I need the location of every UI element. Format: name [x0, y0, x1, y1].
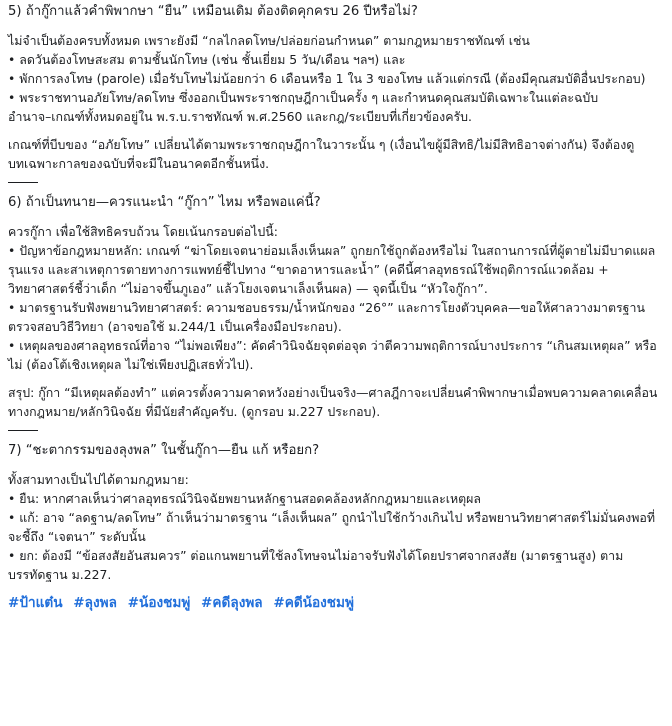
- question-7-intro: ทั้งสามทางเป็นไปได้ตามกฎหมาย:: [8, 472, 189, 487]
- list-item: • มาตรฐานรับฟังพยานวิทยาศาสตร์: ความชอบธรรม/น้ำหนักของ “26°” และการโยงตัวบุคคล—ขอให้ศาลวางมาตรฐานตรวจสอบวิธีวิทยา (อาจขอใช้ ม.244/1 เป็นเครื่องมือประกอบ).: [8, 300, 645, 334]
- list-item: • เหตุผลของศาลอุทธรณ์ที่อาจ “ไม่พอเพียง”: คัดคำวินิจฉัยจุดต่อจุด ว่าตีความพฤติการณ์บางประการ “เกินสมเหตุผล” หรือไม่ (ต้องโต้เชิงเหตุผล ไม่ใช่เพียงปฏิเสธทั่วไป).: [8, 338, 657, 372]
- question-5-intro: ไม่จำเป็นต้องครบทั้งหมด เพราะยังมี “กลไกลดโทษ/ปล่อยก่อนกำหนด” ตามกฎหมายราชทัณฑ์ เช่น: [8, 33, 530, 48]
- hashtag-row: [8, 594, 664, 613]
- hashtag-link[interactable]: #ลุงพล: [73, 595, 117, 611]
- question-5-note-pardon: เกณฑ์ที่บีบของ “อภัยโทษ” เปลี่ยนได้ตามพระราชกฤษฎีกาในวาระนั้น ๆ (เงื่อนไขผู้มีสิทธิ/ไม่มีสิทธิอาจต่างกัน) จึงต้องดูบทเฉพาะกาลของฉบับที่จะมีในอนาคตอีกชั้นหนึ่ง.: [8, 137, 635, 171]
- hashtag-link[interactable]: #คดีน้องชมพู่: [273, 595, 354, 611]
- section-divider: [8, 182, 38, 183]
- question-6-intro: ควรกู๊กา เพื่อใช้สิทธิครบถ้วน โดยเน้นกรอบต่อไปนี้:: [8, 224, 278, 239]
- section-divider: [8, 430, 38, 431]
- question-7-heading: 7) “ชะตากรรมของลุงพล” ในชั้นกู๊กา—ยืน แก้ หรือยก?: [8, 443, 320, 458]
- list-item: • แก้: อาจ “ลดฐาน/ลดโทษ” ถ้าเห็นว่ามาตรฐาน “เล็งเห็นผล” ถูกนำไปใช้กว้างเกินไป หรือพยานวิทยาศาสตร์ไม่มั่นคงพอที่จะชี้ถึง “เจตนา” ระดับนั้น: [8, 510, 655, 544]
- question-5-heading: 5) ถ้ากู๊กาแล้วคำพิพากษา “ยืน” เหมือนเดิม ต้องติดคุกครบ 26 ปีหรือไม่?: [8, 4, 418, 19]
- question-5-note-law: อำนาจ–เกณฑ์ทั้งหมดอยู่ใน พ.ร.บ.ราชทัณฑ์ พ.ศ.2560 และกฎ/ระเบียบที่เกี่ยวข้องครับ.: [8, 109, 472, 124]
- question-6-summary: สรุป: กู๊กา “มีเหตุผลต้องทำ” แต่ควรตั้งความคาดหวังอย่างเป็นจริง—ศาลฎีกาจะเปลี่ยนคำพิพากษาเมื่อพบความคลาดเคลื่อนทางกฎหมาย/หลักวินิจฉัย ที่มีนัยสำคัญครับ. (ดูกรอบ ม.227 ประกอบ).: [8, 385, 658, 419]
- list-item: • ปัญหาข้อกฎหมายหลัก: เกณฑ์ “ฆ่าโดยเจตนาย่อมเล็งเห็นผล” ถูกยกใช้ถูกต้องหรือไม่ ในสถานการณ์ที่ผู้ตายไม่มีบาดแผลรุนแรง และสาเหตุการตายทางการแพทย์ชี้ไปทาง “ขาดอาหารและน้ำ” (คดีนี้ศาลอุทธรณ์ใช้พฤติการณ์แวดล้อม + วิทยาศาสตร์ชี้ว่าเด็ก “ไม่อาจขึ้นภูเอง” แล้วโยงเจตนาเล็งเห็นผล) — จุดนี้เป็น “หัวใจกู๊กา”.: [8, 243, 656, 296]
- list-item: • พระราชทานอภัยโทษ/ลดโทษ ซึ่งออกเป็นพระราชกฤษฎีกาเป็นครั้ง ๆ และกำหนดคุณสมบัติเฉพาะในแต่ละฉบับ: [8, 90, 599, 105]
- list-item: • ยืน: หากศาลเห็นว่าศาลอุทธรณ์วินิจฉัยพยานหลักฐานสอดคล้องหลักกฎหมายและเหตุผล: [8, 491, 482, 506]
- list-item: • ยก: ต้องมี “ข้อสงสัยอันสมควร” ต่อแกนพยานที่ใช้ลงโทษจนไม่อาจรับฟังได้โดยปราศจากสงสัย (มาตรฐานสูง) ตามบรรทัดฐาน ม.227.: [8, 548, 624, 582]
- hashtag-link[interactable]: #คดีลุงพล: [201, 595, 263, 611]
- hashtag-link[interactable]: #น้องชมพู่: [127, 595, 191, 611]
- question-6-heading: 6) ถ้าเป็นทนาย—ควรแนะนำ “กู๊กา” ไหม หรือพอแค่นี้?: [8, 195, 321, 210]
- hashtag-link[interactable]: #ป้าแต๋น: [8, 595, 63, 611]
- list-item: • พักการลงโทษ (parole) เมื่อรับโทษไม่น้อยกว่า 6 เดือนหรือ 1 ใน 3 ของโทษ แล้วแต่กรณี (ต้องมีคุณสมบัติอื่นประกอบ): [8, 71, 646, 86]
- list-item: • ลดวันต้องโทษสะสม ตามชั้นนักโทษ (เช่น ชั้นเยี่ยม 5 วัน/เดือน ฯลฯ) และ: [8, 52, 406, 67]
